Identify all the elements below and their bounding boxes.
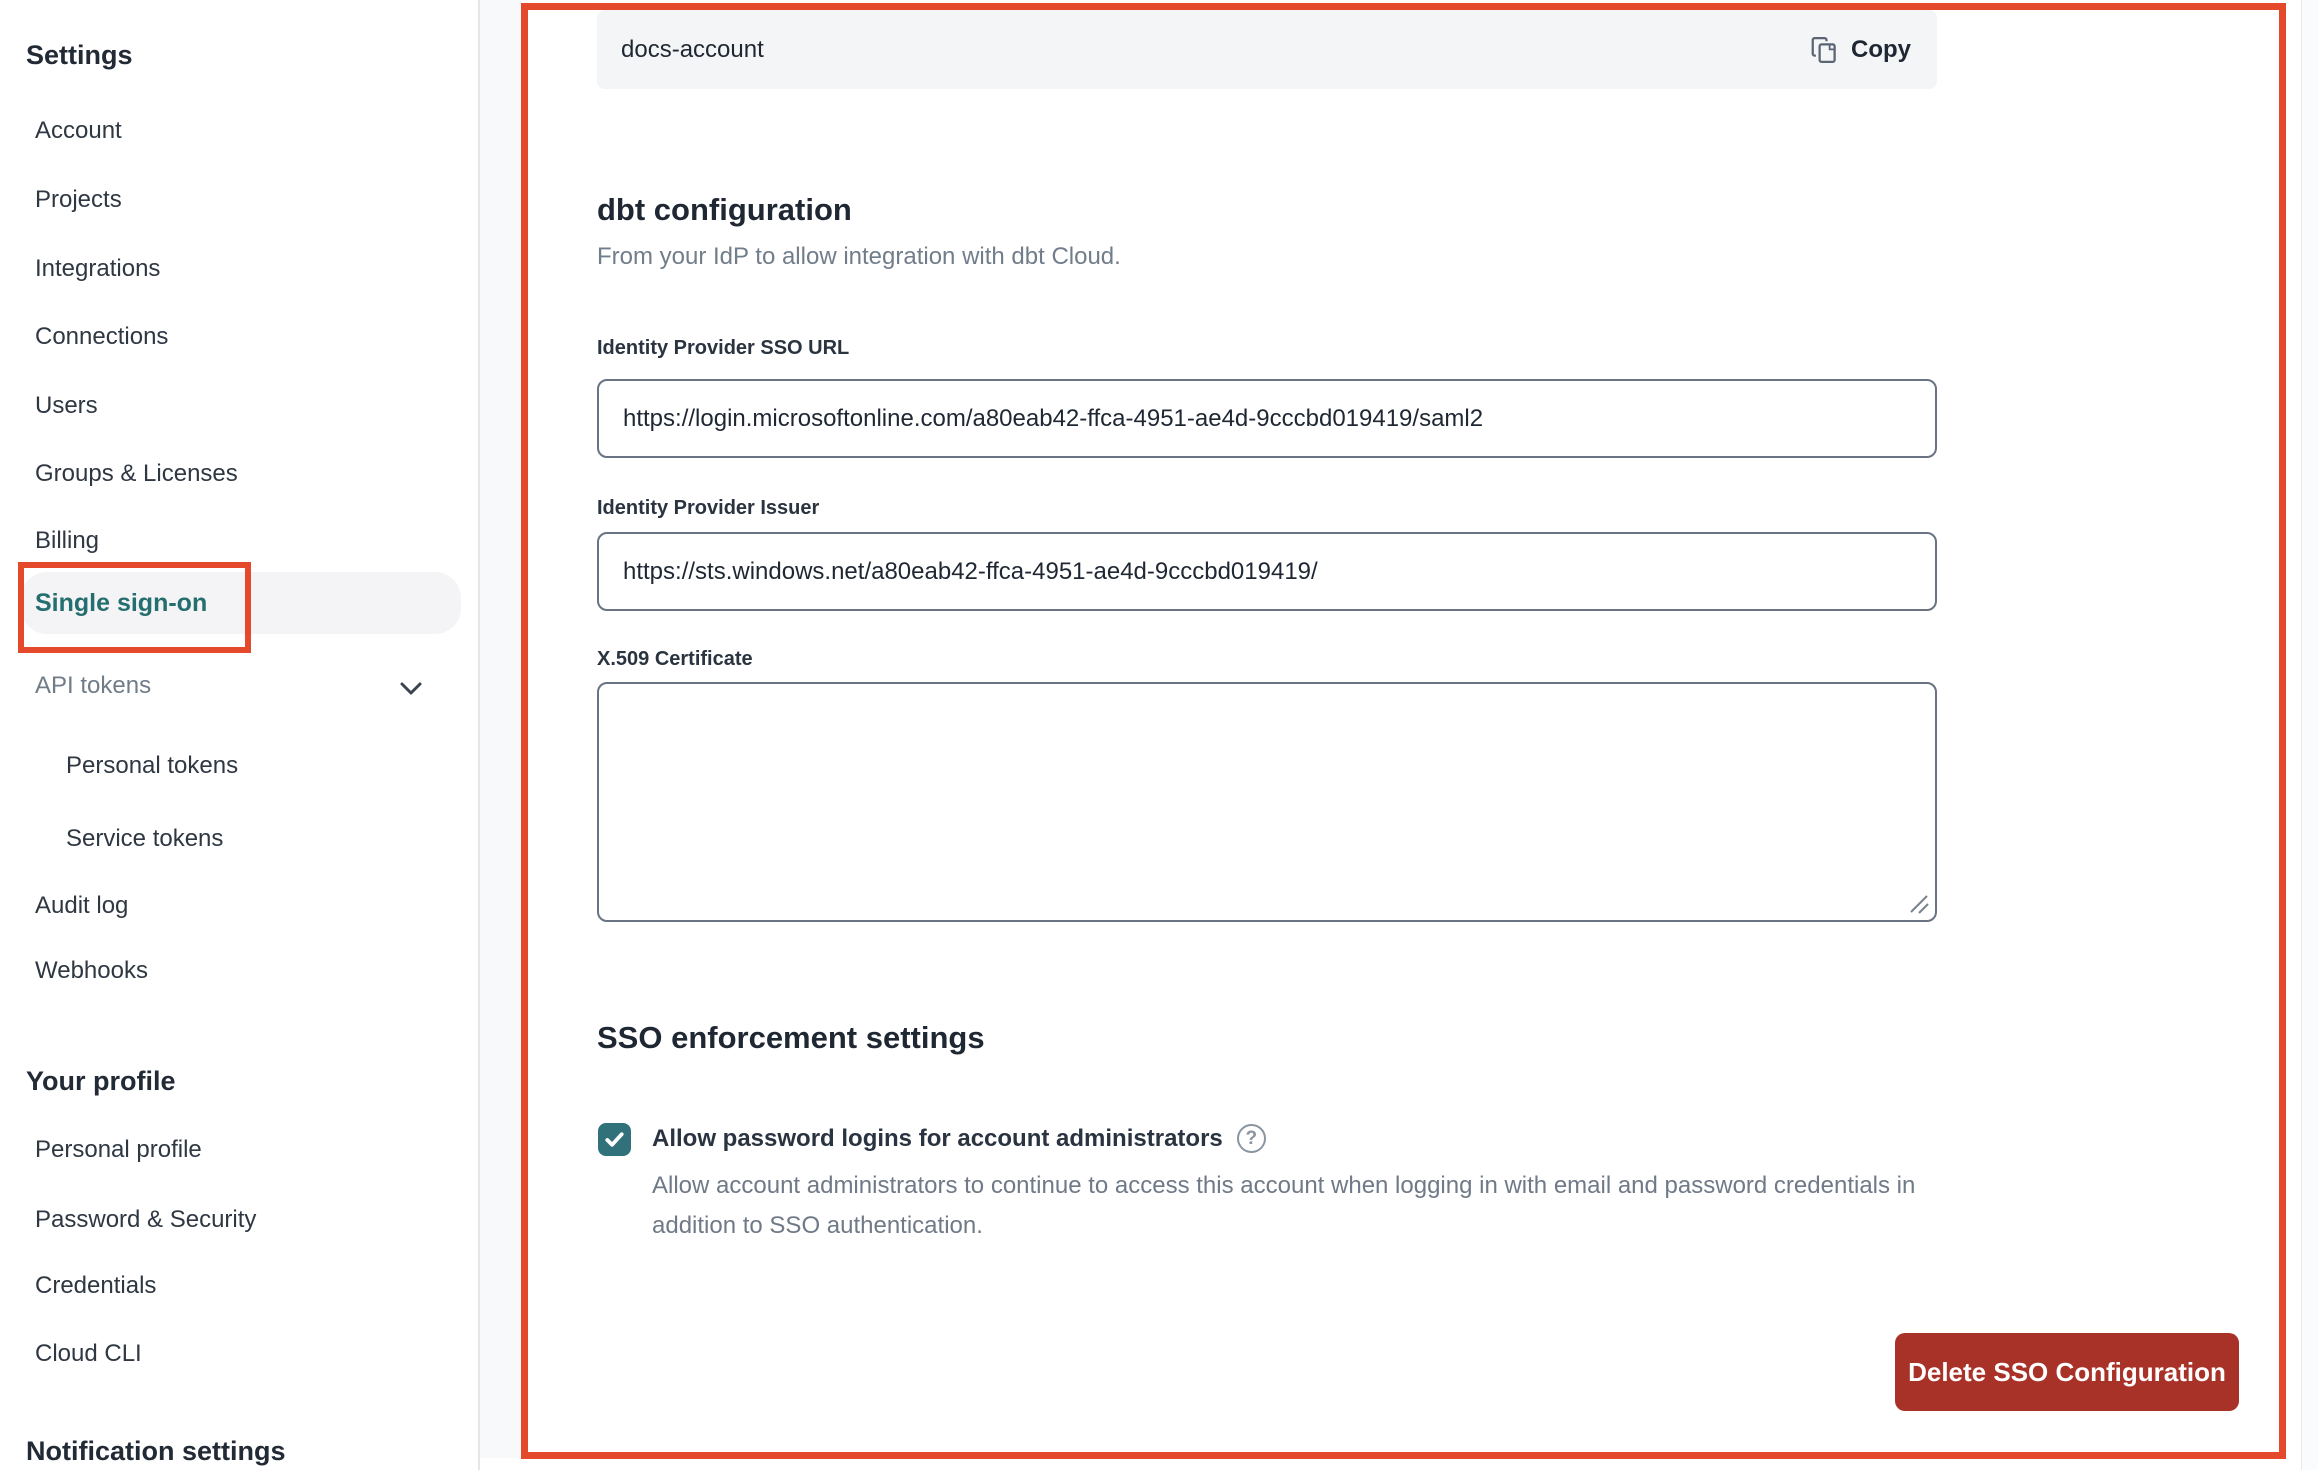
help-icon[interactable]: ? xyxy=(1237,1124,1266,1153)
sidebar-item-webhooks[interactable]: Webhooks xyxy=(35,957,148,984)
resize-handle-icon[interactable] xyxy=(1905,890,1931,916)
dbt-configuration-subtitle: From your IdP to allow integration with dbt Cloud. xyxy=(597,243,1121,270)
sidebar-item-account[interactable]: Account xyxy=(35,117,122,144)
sidebar-item-api-tokens[interactable]: API tokens xyxy=(35,672,152,699)
sidebar-item-service-tokens[interactable]: Service tokens xyxy=(66,825,224,852)
certificate-textarea[interactable] xyxy=(597,682,1937,922)
sso-url-label: Identity Provider SSO URL xyxy=(597,337,850,359)
sidebar-item-users[interactable]: Users xyxy=(35,392,98,419)
issuer-input[interactable] xyxy=(597,532,1937,611)
sidebar-header-notification-settings: Notification settings xyxy=(26,1436,286,1466)
account-name: docs-account xyxy=(621,35,764,63)
dbt-configuration-title: dbt configuration xyxy=(597,192,852,227)
sidebar-item-personal-profile[interactable]: Personal profile xyxy=(35,1136,202,1163)
content-gutter xyxy=(480,0,521,1458)
sidebar-item-single-sign-on[interactable]: Single sign-on xyxy=(35,589,208,617)
sidebar-item-cloud-cli[interactable]: Cloud CLI xyxy=(35,1340,142,1367)
allow-password-logins-description: Allow account administrators to continue to access this account when logging in with email and password credentials in addition to SSO authentication. xyxy=(652,1172,1916,1239)
allow-password-logins-row xyxy=(652,1124,1266,1153)
sso-enforcement-title: SSO enforcement settings xyxy=(597,1020,985,1055)
sidebar-item-personal-tokens[interactable]: Personal tokens xyxy=(66,752,239,779)
account-id-bar xyxy=(597,10,1937,89)
scrollbar-track[interactable] xyxy=(2301,0,2318,1470)
settings-sidebar xyxy=(0,0,478,1470)
sidebar-header-your-profile: Your profile xyxy=(26,1066,176,1096)
certificate-label: X.509 Certificate xyxy=(597,648,753,670)
sidebar-item-audit-log[interactable]: Audit log xyxy=(35,892,129,919)
issuer-label: Identity Provider Issuer xyxy=(597,497,820,519)
checkmark-icon xyxy=(603,1128,626,1151)
sidebar-item-connections[interactable]: Connections xyxy=(35,323,169,350)
allow-password-logins-label: Allow password logins for account administrators xyxy=(652,1124,1223,1152)
sso-url-input[interactable] xyxy=(597,379,1937,458)
copy-button-label: Copy xyxy=(1851,35,1911,63)
copy-icon xyxy=(1809,35,1839,65)
sidebar-item-integrations[interactable]: Integrations xyxy=(35,255,161,282)
delete-sso-configuration-button[interactable]: Delete SSO Configuration xyxy=(1895,1333,2239,1411)
sidebar-item-password-security[interactable]: Password & Security xyxy=(35,1206,257,1233)
sidebar-item-groups-licenses[interactable]: Groups & Licenses xyxy=(35,460,238,487)
sidebar-item-projects[interactable]: Projects xyxy=(35,186,122,213)
sidebar-item-credentials[interactable]: Credentials xyxy=(35,1272,157,1299)
allow-password-logins-checkbox[interactable] xyxy=(598,1123,631,1156)
sidebar-item-billing[interactable]: Billing xyxy=(35,527,100,554)
copy-button[interactable] xyxy=(1809,35,1911,65)
sidebar-header-settings: Settings xyxy=(26,40,133,70)
chevron-down-icon[interactable] xyxy=(396,673,426,703)
